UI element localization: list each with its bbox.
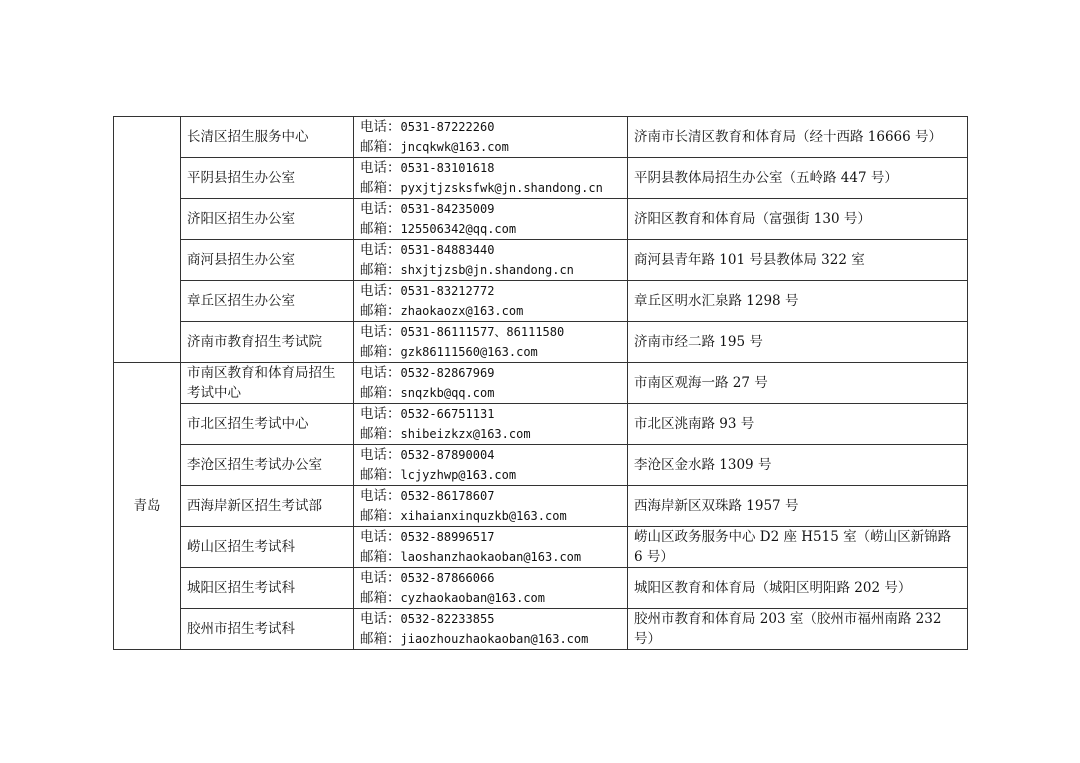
table-row [114, 527, 968, 568]
address-cell: 章丘区明水汇泉路 1298 号 [628, 281, 968, 322]
table-row [114, 609, 968, 650]
phone-line [360, 445, 621, 465]
phone-line [360, 322, 621, 342]
email-label: 邮箱： [360, 180, 401, 196]
table-row [114, 322, 968, 363]
table-row [114, 404, 968, 445]
phone-number: 0532-82867969 [400, 366, 495, 380]
phone-number: 0531-84883440 [400, 243, 495, 257]
contact-cell [354, 240, 628, 281]
address-cell: 西海岸新区双珠路 1957 号 [628, 486, 968, 527]
email-address[interactable]: lcjyzhwp@163.com [400, 468, 517, 482]
table-row [114, 281, 968, 322]
email-line [360, 219, 621, 239]
contact-cell [354, 199, 628, 240]
org-name-cell: 胶州市招生考试科 [181, 609, 354, 650]
contact-cell [354, 117, 628, 158]
phone-line [360, 363, 621, 383]
phone-label: 电话： [360, 160, 401, 176]
phone-number: 0532-87890004 [400, 448, 495, 462]
org-name-cell: 李沧区招生考试办公室 [181, 445, 354, 486]
contact-cell [354, 568, 628, 609]
email-address[interactable]: jiaozhouzhaokaoban@163.com [400, 632, 589, 646]
org-name-cell: 长清区招生服务中心 [181, 117, 354, 158]
email-line [360, 137, 621, 157]
contact-cell [354, 609, 628, 650]
email-address[interactable]: xihaianxinquzkb@163.com [400, 509, 567, 523]
email-label: 邮箱： [360, 590, 401, 606]
phone-number: 0531-83101618 [400, 161, 495, 175]
phone-number: 0532-82233855 [400, 612, 495, 626]
email-label: 邮箱： [360, 344, 401, 360]
phone-line [360, 240, 621, 260]
address-cell: 胶州市教育和体育局 203 室（胶州市福州南路 232 号） [628, 609, 968, 650]
email-address[interactable]: jncqkwk@163.com [400, 140, 509, 154]
address-cell: 平阴县教体局招生办公室（五岭路 447 号） [628, 158, 968, 199]
email-line [360, 301, 621, 321]
city-cell [114, 117, 181, 363]
phone-number: 0532-86178607 [400, 489, 495, 503]
email-line [360, 506, 621, 526]
address-cell: 济南市经二路 195 号 [628, 322, 968, 363]
address-cell: 崂山区政务服务中心 D2 座 H515 室（崂山区新锦路 6 号） [628, 527, 968, 568]
address-cell: 市北区洮南路 93 号 [628, 404, 968, 445]
table-row [114, 240, 968, 281]
email-address[interactable]: snqzkb@qq.com [400, 386, 495, 400]
email-line [360, 588, 621, 608]
phone-label: 电话： [360, 611, 401, 627]
contact-cell [354, 281, 628, 322]
address-cell: 济阳区教育和体育局（富强街 130 号） [628, 199, 968, 240]
contact-cell [354, 527, 628, 568]
contact-cell [354, 322, 628, 363]
phone-line [360, 486, 621, 506]
phone-number: 0531-87222260 [400, 120, 495, 134]
email-line [360, 547, 621, 567]
phone-number: 0531-84235009 [400, 202, 495, 216]
email-label: 邮箱： [360, 385, 401, 401]
phone-label: 电话： [360, 447, 401, 463]
org-name-cell: 市南区教育和体育局招生考试中心 [181, 363, 354, 404]
contact-cell [354, 404, 628, 445]
org-name-cell: 平阴县招生办公室 [181, 158, 354, 199]
city-cell: 青岛 [114, 363, 181, 650]
phone-label: 电话： [360, 324, 401, 340]
org-name-cell: 章丘区招生办公室 [181, 281, 354, 322]
email-line [360, 383, 621, 403]
org-name-cell: 济阳区招生办公室 [181, 199, 354, 240]
address-cell: 商河县青年路 101 号县教体局 322 室 [628, 240, 968, 281]
table-row [114, 568, 968, 609]
email-address[interactable]: pyxjtjzsksfwk@jn.shandong.cn [400, 181, 603, 195]
phone-label: 电话： [360, 119, 401, 135]
email-line [360, 629, 621, 649]
email-address[interactable]: laoshanzhaokaoban@163.com [400, 550, 582, 564]
email-address[interactable]: 125506342@qq.com [400, 222, 517, 236]
email-label: 邮箱： [360, 303, 401, 319]
email-label: 邮箱： [360, 631, 401, 647]
email-line [360, 465, 621, 485]
contact-table [113, 116, 968, 650]
org-name-cell: 城阳区招生考试科 [181, 568, 354, 609]
email-address[interactable]: shxjtjzsb@jn.shandong.cn [400, 263, 574, 277]
email-address[interactable]: gzk86111560@163.com [400, 345, 538, 359]
email-address[interactable]: cyzhaokaoban@163.com [400, 591, 545, 605]
address-cell: 济南市长清区教育和体育局（经十西路 16666 号） [628, 117, 968, 158]
table-row [114, 199, 968, 240]
phone-number: 0531-86111577、86111580 [400, 325, 565, 339]
email-address[interactable]: zhaokaozx@163.com [400, 304, 524, 318]
phone-number: 0532-87866066 [400, 571, 495, 585]
address-cell: 李沧区金水路 1309 号 [628, 445, 968, 486]
table-row [114, 158, 968, 199]
phone-line [360, 117, 621, 137]
org-name-cell: 商河县招生办公室 [181, 240, 354, 281]
phone-number: 0532-88996517 [400, 530, 495, 544]
phone-line [360, 404, 621, 424]
table-row [114, 117, 968, 158]
email-label: 邮箱： [360, 262, 401, 278]
email-label: 邮箱： [360, 508, 401, 524]
phone-number: 0531-83212772 [400, 284, 495, 298]
contact-cell [354, 486, 628, 527]
table-row [114, 445, 968, 486]
phone-line [360, 281, 621, 301]
phone-label: 电话： [360, 406, 401, 422]
org-name-cell: 市北区招生考试中心 [181, 404, 354, 445]
phone-label: 电话： [360, 283, 401, 299]
address-cell: 城阳区教育和体育局（城阳区明阳路 202 号） [628, 568, 968, 609]
table-row [114, 363, 968, 404]
phone-label: 电话： [360, 570, 401, 586]
phone-label: 电话： [360, 201, 401, 217]
phone-line [360, 527, 621, 547]
table-row [114, 486, 968, 527]
email-label: 邮箱： [360, 221, 401, 237]
contact-table-body [114, 117, 968, 650]
email-label: 邮箱： [360, 467, 401, 483]
email-line [360, 260, 621, 280]
org-name-cell: 西海岸新区招生考试部 [181, 486, 354, 527]
address-cell: 市南区观海一路 27 号 [628, 363, 968, 404]
phone-label: 电话： [360, 242, 401, 258]
phone-line [360, 158, 621, 178]
phone-label: 电话： [360, 529, 401, 545]
email-line [360, 342, 621, 362]
contact-cell [354, 445, 628, 486]
org-name-cell: 崂山区招生考试科 [181, 527, 354, 568]
phone-label: 电话： [360, 365, 401, 381]
email-label: 邮箱： [360, 549, 401, 565]
contact-cell [354, 363, 628, 404]
phone-line [360, 609, 621, 629]
phone-line [360, 568, 621, 588]
email-line [360, 424, 621, 444]
email-label: 邮箱： [360, 139, 401, 155]
email-address[interactable]: shibeizkzx@163.com [400, 427, 531, 441]
phone-line [360, 199, 621, 219]
contact-cell [354, 158, 628, 199]
email-line [360, 178, 621, 198]
org-name-cell: 济南市教育招生考试院 [181, 322, 354, 363]
phone-number: 0532-66751131 [400, 407, 495, 421]
email-label: 邮箱： [360, 426, 401, 442]
phone-label: 电话： [360, 488, 401, 504]
